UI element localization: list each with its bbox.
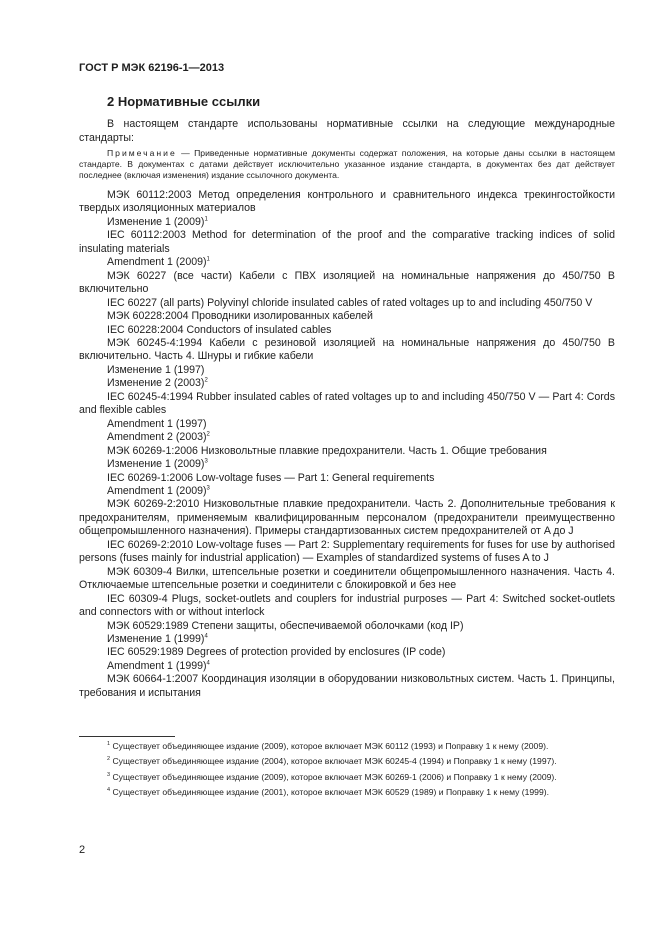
reference-item	[79, 445, 615, 458]
note-label: Примечание	[107, 148, 177, 158]
footnote-mark: 3	[107, 771, 111, 778]
reference-text: IEC 60112:2003 Method for determination of the proof and the comparative tracking indices of solid insulating materials	[79, 229, 615, 255]
reference-text: МЭК 60664-1:2007 Координация изоляции в оборудовании низковольтных систем. Часть 1. Принципы, требования и испытания	[79, 673, 615, 699]
reference-text: Amendment 1 (2009)	[107, 256, 207, 269]
footnote-mark: 4	[107, 787, 111, 794]
reference-text: МЭК 60529:1989 Степени защиты, обеспечиваемой оболочками (код IP)	[107, 619, 464, 632]
footnote-ref: 3	[204, 458, 208, 465]
reference-text: IEC 60529:1989 Degrees of protection provided by enclosures (IP code)	[107, 646, 446, 659]
reference-text: МЭК 60309-4 Вилки, штепсельные розетки и соединители общепромышленного назначения. Часть 4. Отключаемые штепсельные розетки и соединители с блокировкой и без нее	[79, 565, 615, 592]
reference-text: IEC 60269-1:2006 Low-voltage fuses — Part 1: General requirements	[107, 471, 435, 484]
footnote-mark: 1	[107, 741, 111, 748]
document-header: ГОСТ Р МЭК 62196-1—2013	[79, 62, 225, 74]
footnote-mark: 2	[107, 756, 111, 763]
reference-text: МЭК 60269-1:2006 Низковольтные плавкие предохранители. Часть 1. Общие требования	[107, 444, 547, 457]
reference-list	[79, 189, 615, 700]
reference-text: Amendment 1 (2009)	[107, 484, 207, 497]
reference-item	[79, 633, 615, 646]
reference-text: Amendment 2 (2003)	[107, 431, 207, 444]
reference-text: МЭК 60228:2004 Проводники изолированных кабелей	[107, 310, 373, 323]
footnote-item	[79, 740, 615, 752]
reference-text: Amendment 1 (1999)	[107, 659, 207, 672]
reference-text: МЭК 60269-2:2010 Низковольтные плавкие предохранители. Часть 2. Дополнительные требования к предохранителям, применяемым квалифицированным персоналом (предохранители преимущественно общепромышленного назначения). Примеры стандартизованных систем предохранителей от A до J	[79, 498, 615, 538]
reference-item	[79, 472, 615, 485]
reference-item	[79, 431, 615, 444]
reference-item	[79, 377, 615, 390]
reference-text: Изменение 1 (2009)	[107, 215, 205, 228]
reference-item	[79, 189, 615, 216]
reference-text: Изменение 1 (1997)	[107, 363, 205, 376]
reference-item	[79, 660, 615, 673]
reference-item	[79, 458, 615, 471]
reference-item	[79, 673, 615, 700]
footnote-separator	[79, 736, 175, 737]
section-title: 2 Нормативные ссылки	[107, 94, 261, 109]
footnote-ref: 2	[204, 377, 208, 384]
reference-text: Изменение 1 (2009)	[107, 458, 205, 471]
reference-item	[79, 391, 615, 418]
footnote-ref: 3	[206, 485, 210, 492]
reference-item	[79, 593, 615, 620]
reference-text: Изменение 2 (2003)	[107, 377, 205, 390]
reference-text: МЭК 60245-4:1994 Кабели с резиновой изоляцией на номинальные напряжения до 450/750 В включительно. Часть 4. Шнуры и гибкие кабели	[79, 336, 615, 363]
page-number: 2	[79, 844, 86, 856]
reference-text: IEC 60309-4 Plugs, socket-outlets and couplers for industrial purposes — Part 4: Switched socket-outlets and connectors with or without interlock	[79, 592, 615, 619]
footnote-item	[79, 755, 615, 767]
footnote-ref: 4	[204, 633, 208, 640]
reference-text: Amendment 1 (1997)	[107, 417, 207, 430]
reference-item	[79, 646, 615, 659]
reference-item	[79, 364, 615, 377]
note-paragraph	[79, 148, 615, 181]
footnotes	[79, 740, 615, 801]
reference-item	[79, 297, 615, 310]
reference-text: IEC 60245-4:1994 Rubber insulated cables of rated voltages up to and including 450/750 V — Part 4: Cords and flexible cables	[79, 390, 615, 417]
reference-item	[79, 256, 615, 269]
reference-text: IEC 60228:2004 Conductors of insulated cables	[107, 323, 332, 336]
reference-item	[79, 310, 615, 323]
reference-item	[79, 485, 615, 498]
reference-text: IEC 60269-2:2010 Low-voltage fuses — Part 2: Supplementary requirements for fuses for use by authorised persons (fuses mainly for industrial application) — Examples of standardized systems of fuses A to J	[79, 538, 615, 565]
reference-item	[79, 539, 615, 566]
note-text: — Приведенные нормативные документы содержат положения, на которые даны ссылки в настоящем стандарте. В документах с датами действует исключительно указанное издание стандарта, в документах без дат действует последнее (включая изменения) издание ссылочного документа.	[79, 148, 615, 180]
footnote-ref: 2	[206, 431, 210, 438]
footnote-text: Существует объединяющее издание (2009), которое включает МЭК 60269-1 (2006) и Поправку 1 к нему (2009).	[110, 771, 557, 782]
reference-text: IEC 60227 (all parts) Polyvinyl chloride insulated cables of rated voltages up to and including 450/750 V	[107, 296, 593, 309]
reference-item	[79, 498, 615, 538]
footnote-ref: 1	[204, 216, 208, 223]
reference-text: МЭК 60112:2003 Метод определения контрольного и сравнительного индекса трекингостойкости твердых изоляционных материалов	[79, 189, 615, 215]
footnote-item	[79, 771, 615, 783]
reference-text: МЭК 60227 (все части) Кабели с ПВХ изоляцией на номинальные напряжения до 450/750 В включительно	[79, 269, 615, 296]
reference-item	[79, 270, 615, 297]
reference-item	[79, 566, 615, 593]
reference-item	[79, 229, 615, 256]
reference-item	[79, 216, 615, 229]
footnote-text: Существует объединяющее издание (2001), которое включает МЭК 60529 (1989) и Поправку 1 к нему (1999).	[110, 786, 549, 797]
footnote-text: Существует объединяющее издание (2009), которое включает МЭК 60112 (1993) и Поправку 1 к нему (2009).	[110, 741, 549, 751]
footnote-item	[79, 786, 615, 798]
footnote-ref: 4	[206, 660, 210, 667]
reference-item	[79, 324, 615, 337]
reference-text: Изменение 1 (1999)	[107, 632, 205, 645]
reference-item	[79, 337, 615, 364]
footnote-text: Существует объединяющее издание (2004), которое включает МЭК 60245-4 (1994) и Поправку 1 к нему (1997).	[110, 756, 557, 767]
footnote-ref: 1	[206, 256, 210, 263]
reference-item	[79, 418, 615, 431]
reference-item	[79, 620, 615, 633]
intro-paragraph: В настоящем стандарте использованы нормативные ссылки на следующие международные стандарты:	[79, 118, 615, 144]
